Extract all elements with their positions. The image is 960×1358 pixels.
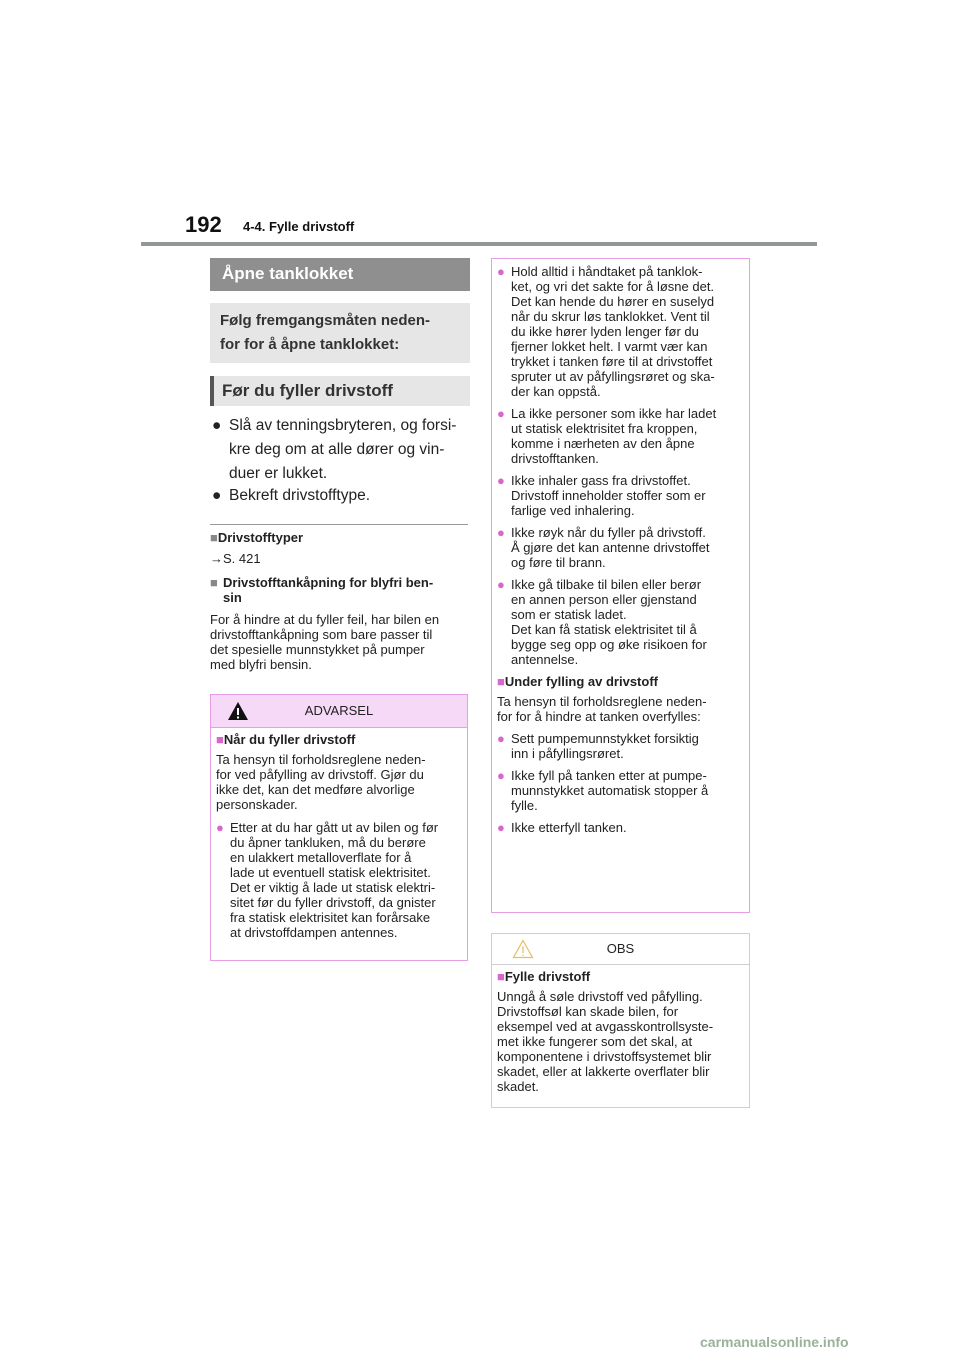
watermark: carmanualsonline.info	[700, 1334, 849, 1350]
refuel-item: ● Ikke etterfyll tanken.	[497, 820, 627, 835]
bullet-dot-icon: ●	[497, 577, 505, 592]
refuel-heading: ■Under fylling av drivstoff	[497, 674, 658, 689]
warning-header	[211, 695, 467, 728]
bullet-dot-icon: ●	[497, 820, 505, 835]
caution-triangle-icon	[512, 939, 534, 959]
bullet-item: ● Bekreft drivstofftype.	[212, 484, 474, 508]
bullet-dot-icon: ●	[497, 768, 505, 783]
page-number: 192	[185, 212, 222, 237]
notice-box	[491, 933, 750, 1108]
bullet-dot-icon: ●	[497, 264, 505, 279]
refuel-item: ● Sett pumpemunnstykket forsiktig inn i påfyllingsrøret.	[497, 731, 699, 761]
section-title: Åpne tanklokket	[210, 258, 470, 291]
warning-box	[210, 694, 468, 961]
notice-label: OBS	[606, 941, 635, 956]
refuel-intro: Ta hensyn til forholdsreglene neden- for for å hindre at tanken overfylles:	[497, 694, 707, 724]
bullet-dot-icon: ●	[497, 473, 505, 488]
bullet-dot-icon: ●	[497, 731, 505, 746]
notice-text: Unngå å søle drivstoff ved påfylling. Drivstoffsøl kan skade bilen, for eksempel ved at avgasskontrollsyste- met ikke fungerer som det skal, at komponentene i drivstoffsystemet blir skadet, eller at lakkerte overflater blir skadet.	[497, 989, 714, 1094]
square-bullet-icon: ■	[497, 969, 505, 984]
warning-triangle-icon	[227, 701, 249, 721]
arrow-right-icon: →	[210, 551, 223, 566]
warning-continued-box	[491, 258, 750, 913]
square-bullet-icon: ■	[210, 530, 218, 545]
section-subtitle: Følg fremgangsmåten neden- for for å åpne tanklokket:	[210, 303, 470, 363]
warning-item: ● Ikke røyk når du fyller på drivstoff. Å gjøre det kan antenne drivstoffet og føre til brann.	[497, 525, 710, 570]
warning-item: ● Hold alltid i håndtaket på tanklok- ket, og vri det sakte for å løsne det. Det kan hende du hører en suselyd når du skrur løs tanklokket. Vent til du ikke hører lyden lenger før du fjerner lokket helt. I varmt vær kan trykket i tanken føre til at drivstoffet spruter ut av påfyllingsrøret og ska- der kan oppstå.	[497, 264, 715, 399]
warning-item: ● La ikke personer som ikke har ladet ut statisk elektrisitet fra kroppen, komme i nærheten av den åpne drivstofftanken.	[497, 406, 717, 466]
warning-label: ADVARSEL	[304, 703, 374, 718]
header-rule	[141, 242, 817, 246]
bullet-item: ● Slå av tenningsbryteren, og forsi- kre deg om at alle dører og vin- duer er lukket.	[212, 414, 474, 486]
tank-opening-text: For å hindre at du fyller feil, har bilen en drivstofftankåpning som bare passer til det spesielle munnstykket på pumper med blyfri bensin.	[210, 612, 440, 672]
fuel-types-heading: ■Drivstofftyper	[210, 530, 304, 545]
square-bullet-icon: ■	[216, 732, 224, 747]
bullet-dot-icon: ●	[212, 487, 222, 504]
before-fueling-title: Før du fyller drivstoff	[210, 376, 470, 406]
square-bullet-icon: ■	[210, 575, 218, 590]
warning-item: ● Ikke inhaler gass fra drivstoffet. Drivstoff inneholder stoffer som er farlige ved inhalering.	[497, 473, 706, 518]
warning-intro: Ta hensyn til forholdsreglene neden- for ved påfylling av drivstoff. Gjør du ikke det, kan det medføre alvorlige personskader.	[216, 752, 426, 812]
notice-header	[492, 934, 749, 965]
bullet-dot-icon: ●	[497, 406, 505, 421]
bullet-dot-icon: ●	[212, 417, 222, 434]
refuel-item: ● Ikke fyll på tanken etter at pumpe- munnstykket automatisk stopper å fylle.	[497, 768, 709, 813]
bullet-dot-icon: ●	[216, 820, 224, 835]
square-bullet-icon: ■	[497, 674, 505, 689]
warning-item: ● Ikke gå tilbake til bilen eller berør en annen person eller gjenstand som er statisk ladet. Det kan få statisk elektrisitet til å bygge seg opp og øke risikoen for antennelse.	[497, 577, 707, 667]
bullet-dot-icon: ●	[497, 525, 505, 540]
fuel-types-reference[interactable]: →S. 421	[210, 551, 261, 566]
chapter-title: 4-4. Fylle drivstoff	[243, 219, 355, 234]
notice-heading: ■Fylle drivstoff	[497, 969, 591, 984]
tank-opening-heading: ■ Drivstofftankåpning for blyfri ben- sin	[210, 575, 434, 605]
warning-heading: ■Når du fyller drivstoff	[216, 732, 356, 747]
divider	[210, 524, 468, 525]
warning-item: ● Etter at du har gått ut av bilen og før du åpner tankluken, må du berøre en ulakkert metalloverflate for å lade ut eventuell statisk elektrisitet. Det er viktig å lade ut statisk elektri- sitet før du fyller drivstoff, da gnister fra statisk elektrisitet kan forårsake at drivstoffdampen antennes.	[216, 820, 439, 940]
